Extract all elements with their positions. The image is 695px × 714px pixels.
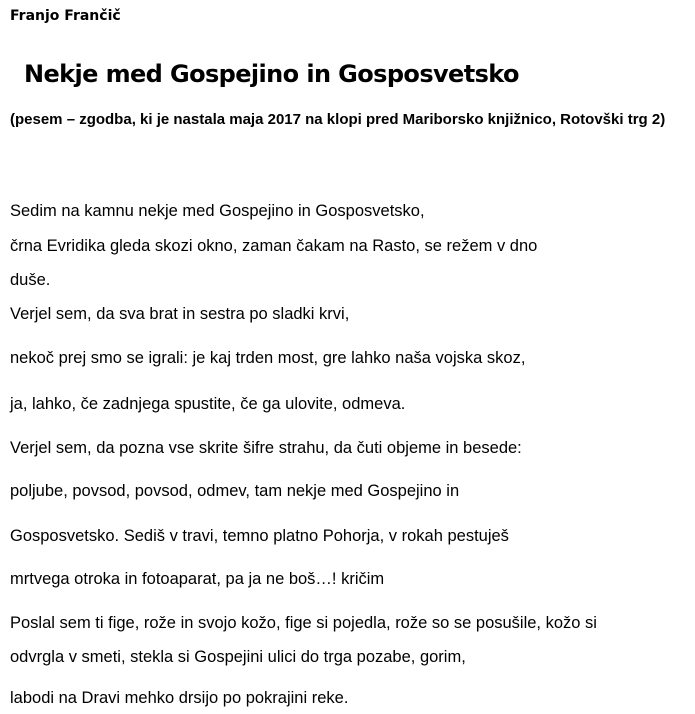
poem-subtitle: (pesem – zgodba, ki je nastala maja 2017 na klopi pred Mariborsko knjižnico, Rotovški trg 2) <box>10 111 666 128</box>
poem-title: Nekje med Gospejino in Gosposvetsko <box>24 60 519 88</box>
poem-line: Verjel sem, da sva brat in sestra po sladki krvi, <box>10 305 350 323</box>
poem-line: poljube, povsod, povsod, odmev, tam nekje med Gospejino in <box>10 482 460 500</box>
poem-line: mrtvega otroka in fotoaparat, pa ja ne boš…! kričim <box>10 570 385 588</box>
poem-line: nekoč prej smo se igrali: je kaj trden most, gre lahko naša vojska skoz, <box>10 349 526 367</box>
poem-line: Sedim na kamnu nekje med Gospejino in Gosposvetsko, <box>10 202 425 220</box>
poem-line: duše. <box>10 271 51 289</box>
poem-line: ja, lahko, če zadnjega spustite, če ga ulovite, odmeva. <box>10 395 406 413</box>
poem-line: labodi na Dravi mehko drsijo po pokrajini reke. <box>10 689 349 707</box>
poem-line: Verjel sem, da pozna vse skrite šifre strahu, da čuti objeme in besede: <box>10 439 522 457</box>
poem-line: Gosposvetsko. Sediš v travi, temno platno Pohorja, v rokah pestuješ <box>10 527 509 545</box>
poem-line: črna Evridika gleda skozi okno, zaman čakam na Rasto, se režem v dno <box>10 237 538 255</box>
poem-line: odvrgla v smeti, stekla si Gospejini ulici do trga pozabe, gorim, <box>10 648 466 666</box>
author-name: Franjo Frančič <box>10 8 121 24</box>
poem-line: Poslal sem ti fige, rože in svojo kožo, fige si pojedla, rože so se posušile, kožo si <box>10 614 597 632</box>
